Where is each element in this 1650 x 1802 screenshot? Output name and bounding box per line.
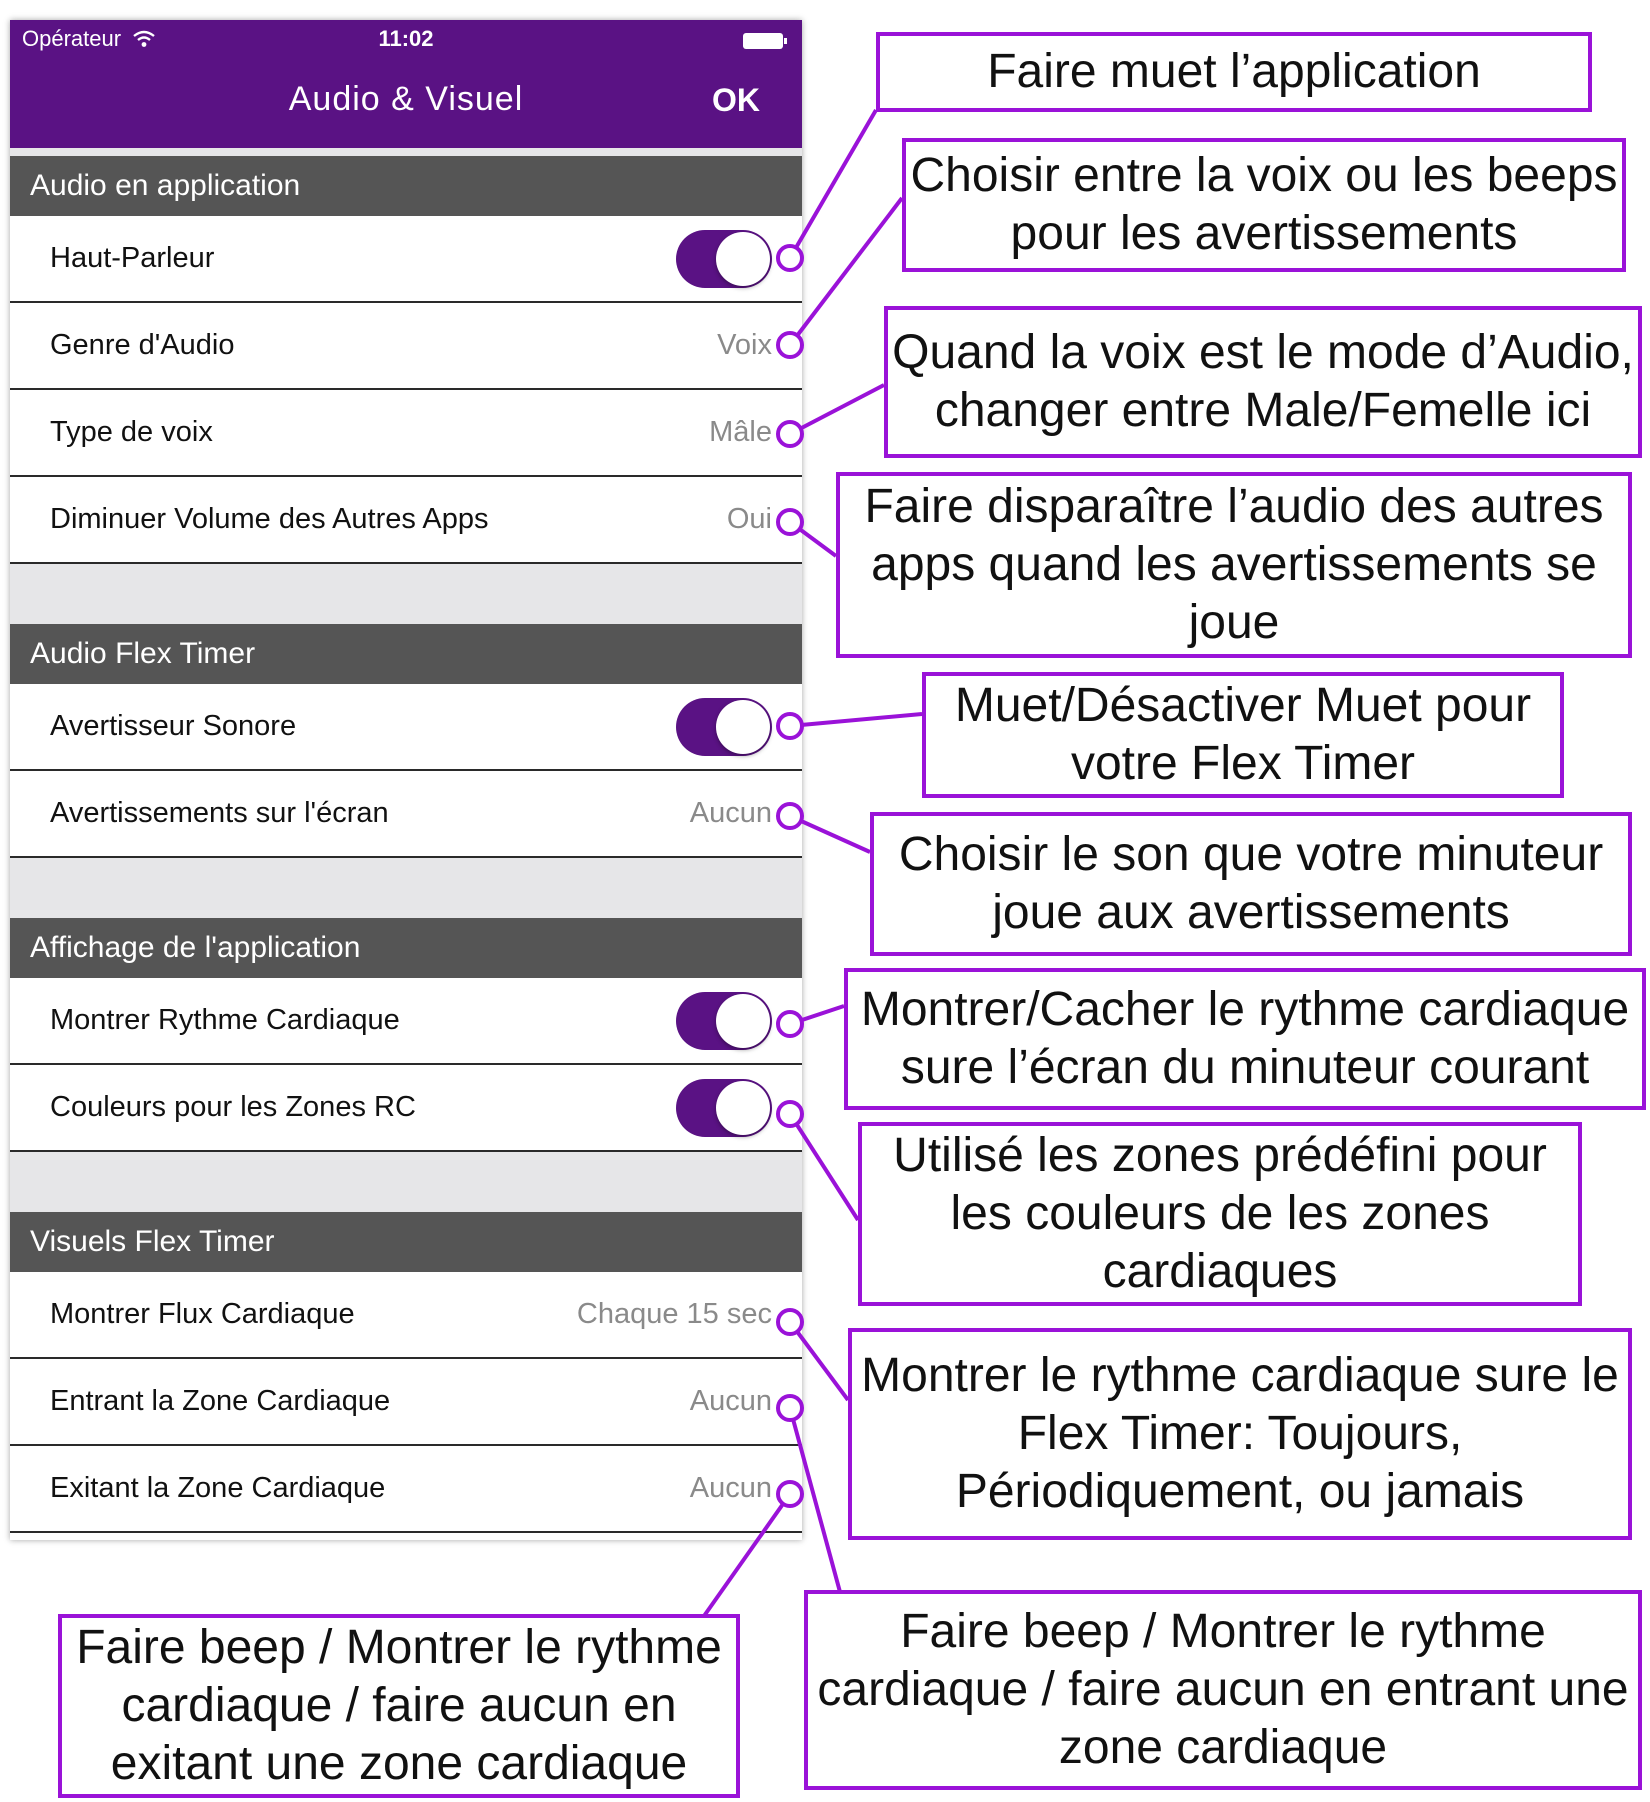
- callout-text: Faire muet l’application: [987, 45, 1481, 98]
- row-label: Montrer Flux Cardiaque: [50, 1298, 355, 1330]
- callout-enter-zone: [804, 1590, 1642, 1790]
- callout-mute-flex: [922, 672, 1564, 798]
- connector-mute-app: [790, 110, 876, 258]
- marker-avertisseur: [778, 714, 802, 738]
- callout-mute-app: [876, 32, 1592, 112]
- row-label: Montrer Rythme Cardiaque: [50, 1004, 400, 1036]
- row-label: Genre d'Audio: [50, 329, 235, 361]
- callout-hr-flex: [848, 1328, 1632, 1540]
- callout-text: Choisir le son que votre minuteur joue aux avertissements: [898, 828, 1604, 939]
- marker-montrer-rythme: [778, 1012, 802, 1036]
- row-value: Aucun: [689, 797, 772, 829]
- section-header-audio-flex: Audio Flex Timer: [10, 624, 802, 684]
- callout-text: Montrer le rythme cardiaque sure le Flex Timer: Toujours, Périodiquement, ou jamais: [861, 1349, 1619, 1518]
- row-label: Couleurs pour les Zones RC: [50, 1091, 416, 1123]
- connector-hr-flex: [790, 1322, 848, 1400]
- row-value: Oui: [726, 503, 772, 535]
- callout-male-female: [884, 306, 1642, 458]
- callout-text: Montrer/Cacher le rythme cardiaque sure l’écran du minuteur courant: [860, 983, 1630, 1094]
- callout-text: Faire beep / Montrer le rythme cardiaque / faire aucun en exitant une zone cardiaque: [76, 1621, 722, 1790]
- marker-haut-parleur: [778, 246, 802, 270]
- status-time: 11:02: [378, 26, 434, 51]
- callout-zone-colors: [858, 1122, 1582, 1306]
- connector-male-female: [790, 385, 884, 434]
- callout-show-hr: [844, 968, 1646, 1110]
- row-label: Avertisseur Sonore: [50, 710, 297, 742]
- section-header-affichage: Affichage de l'application: [10, 918, 802, 978]
- row-label: Exitant la Zone Cardiaque: [50, 1472, 386, 1504]
- row-value: Aucun: [689, 1472, 772, 1504]
- marker-entrant: [778, 1396, 802, 1420]
- callout-text: Choisir entre la voix ou les beeps pour les avertissements: [910, 149, 1618, 260]
- marker-couleurs: [778, 1102, 802, 1126]
- section-header-visuels-flex: Visuels Flex Timer: [10, 1212, 802, 1272]
- page-title: Audio & Visuel: [288, 80, 524, 118]
- row-value: Aucun: [689, 1385, 772, 1417]
- marker-avertissements: [778, 804, 802, 828]
- callout-text: Faire disparaître l’audio des autres apps quand les avertissements se joue: [864, 480, 1604, 649]
- callout-exit-zone: [58, 1614, 740, 1798]
- callout-text: Quand la voix est le mode d’Audio, changer entre Male/Femelle ici: [892, 326, 1634, 437]
- row-value: Voix: [717, 329, 772, 361]
- callout-text: Muet/Désactiver Muet pour votre Flex Timer: [954, 679, 1532, 790]
- connector-exit-zone: [704, 1494, 790, 1616]
- row-label: Diminuer Volume des Autres Apps: [50, 503, 489, 535]
- row-label: Entrant la Zone Cardiaque: [50, 1385, 391, 1417]
- carrier-label: Opérateur: [22, 26, 122, 51]
- ok-button[interactable]: OK: [712, 82, 760, 118]
- callout-choose-sound: [870, 812, 1632, 956]
- row-value: Mâle: [709, 416, 772, 448]
- callout-text: Faire beep / Montrer le rythme cardiaque / faire aucun en entrant une zone cardiaque: [817, 1605, 1629, 1774]
- row-label: Haut-Parleur: [50, 242, 215, 274]
- row-label: Avertissements sur l'écran: [50, 797, 389, 829]
- marker-exitant: [778, 1482, 802, 1506]
- connector-zone-colors: [790, 1114, 858, 1220]
- callout-duck-other-apps: [836, 472, 1632, 658]
- row-value: Chaque 15 sec: [576, 1298, 772, 1330]
- callout-voice-beeps: [902, 138, 1626, 272]
- marker-genre-audio: [778, 333, 802, 357]
- connector-mute-flex: [790, 714, 922, 726]
- marker-type-voix: [778, 422, 802, 446]
- callout-text: Utilisé les zones prédéfini pour les couleurs de les zones cardiaques: [893, 1129, 1547, 1298]
- marker-diminuer: [778, 510, 802, 534]
- row-label: Type de voix: [50, 416, 213, 448]
- section-header-audio-app: Audio en application: [10, 156, 802, 216]
- marker-flux: [778, 1310, 802, 1334]
